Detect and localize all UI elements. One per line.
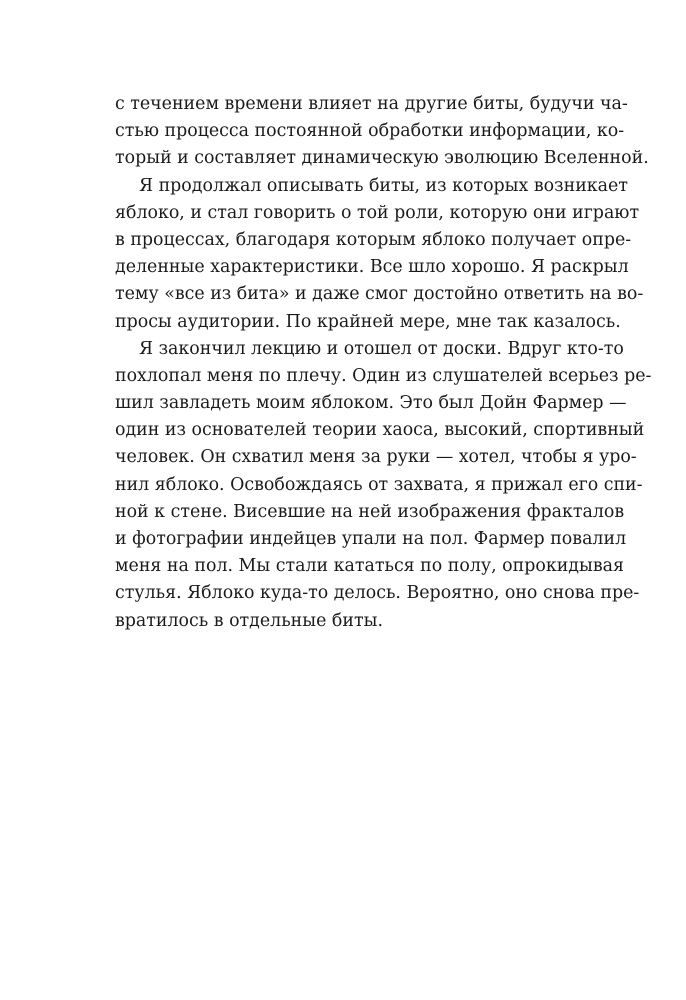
text-line: человек. Он схватил меня за руки — хотел, чтобы я уро-: [115, 447, 637, 468]
text-line: с течением времени влияет на другие биты, будучи ча-: [115, 94, 628, 114]
text-line: ной к стене. Висевшие на ней изображения фракталов: [115, 501, 625, 522]
text-line: яблоко, и стал говорить о той роли, которую они играют: [115, 202, 640, 223]
text-line: стью процесса постоянной обработки информации, ко-: [115, 121, 625, 142]
text-line: торый и составляет динамическую эволюцию Вселенной.: [115, 148, 649, 169]
text-line: деленные характеристики. Все шло хорошо. Я раскрыл: [115, 257, 629, 278]
text-line: шил завладеть моим яблоком. Это был Дойн Фармер —: [115, 393, 627, 414]
text-line: нил яблоко. Освобождаясь от захвата, я прижал его спи-: [115, 474, 643, 495]
text-line: похлопал меня по плечу. Один из слушателей всерьез ре-: [115, 365, 652, 386]
text-line: просы аудитории. По крайней мере, мне так казалось.: [115, 311, 621, 332]
text-line: один из основателей теории хаоса, высокий, спортивный: [115, 420, 645, 441]
text-line: вратилось в отдельные биты.: [115, 610, 383, 631]
text-line: Я продолжал описывать биты, из которых возникает: [139, 175, 628, 196]
text-line: Я закончил лекцию и отошел от доски. Вдруг кто-то: [139, 338, 624, 359]
text-line: тему «все из бита» и даже смог достойно ответить на во-: [115, 284, 644, 305]
text-line: и фотографии индейцев упали на пол. Фармер повалил: [115, 529, 627, 549]
text-line: в процессах, благодаря которым яблоко получает опре-: [115, 229, 632, 250]
text-line: стулья. Яблоко куда-то делось. Вероятно, оно снова пре-: [115, 583, 640, 604]
text-line: меня на пол. Мы стали кататься по полу, опрокидывая: [115, 556, 624, 577]
body-text: [115, 91, 652, 635]
